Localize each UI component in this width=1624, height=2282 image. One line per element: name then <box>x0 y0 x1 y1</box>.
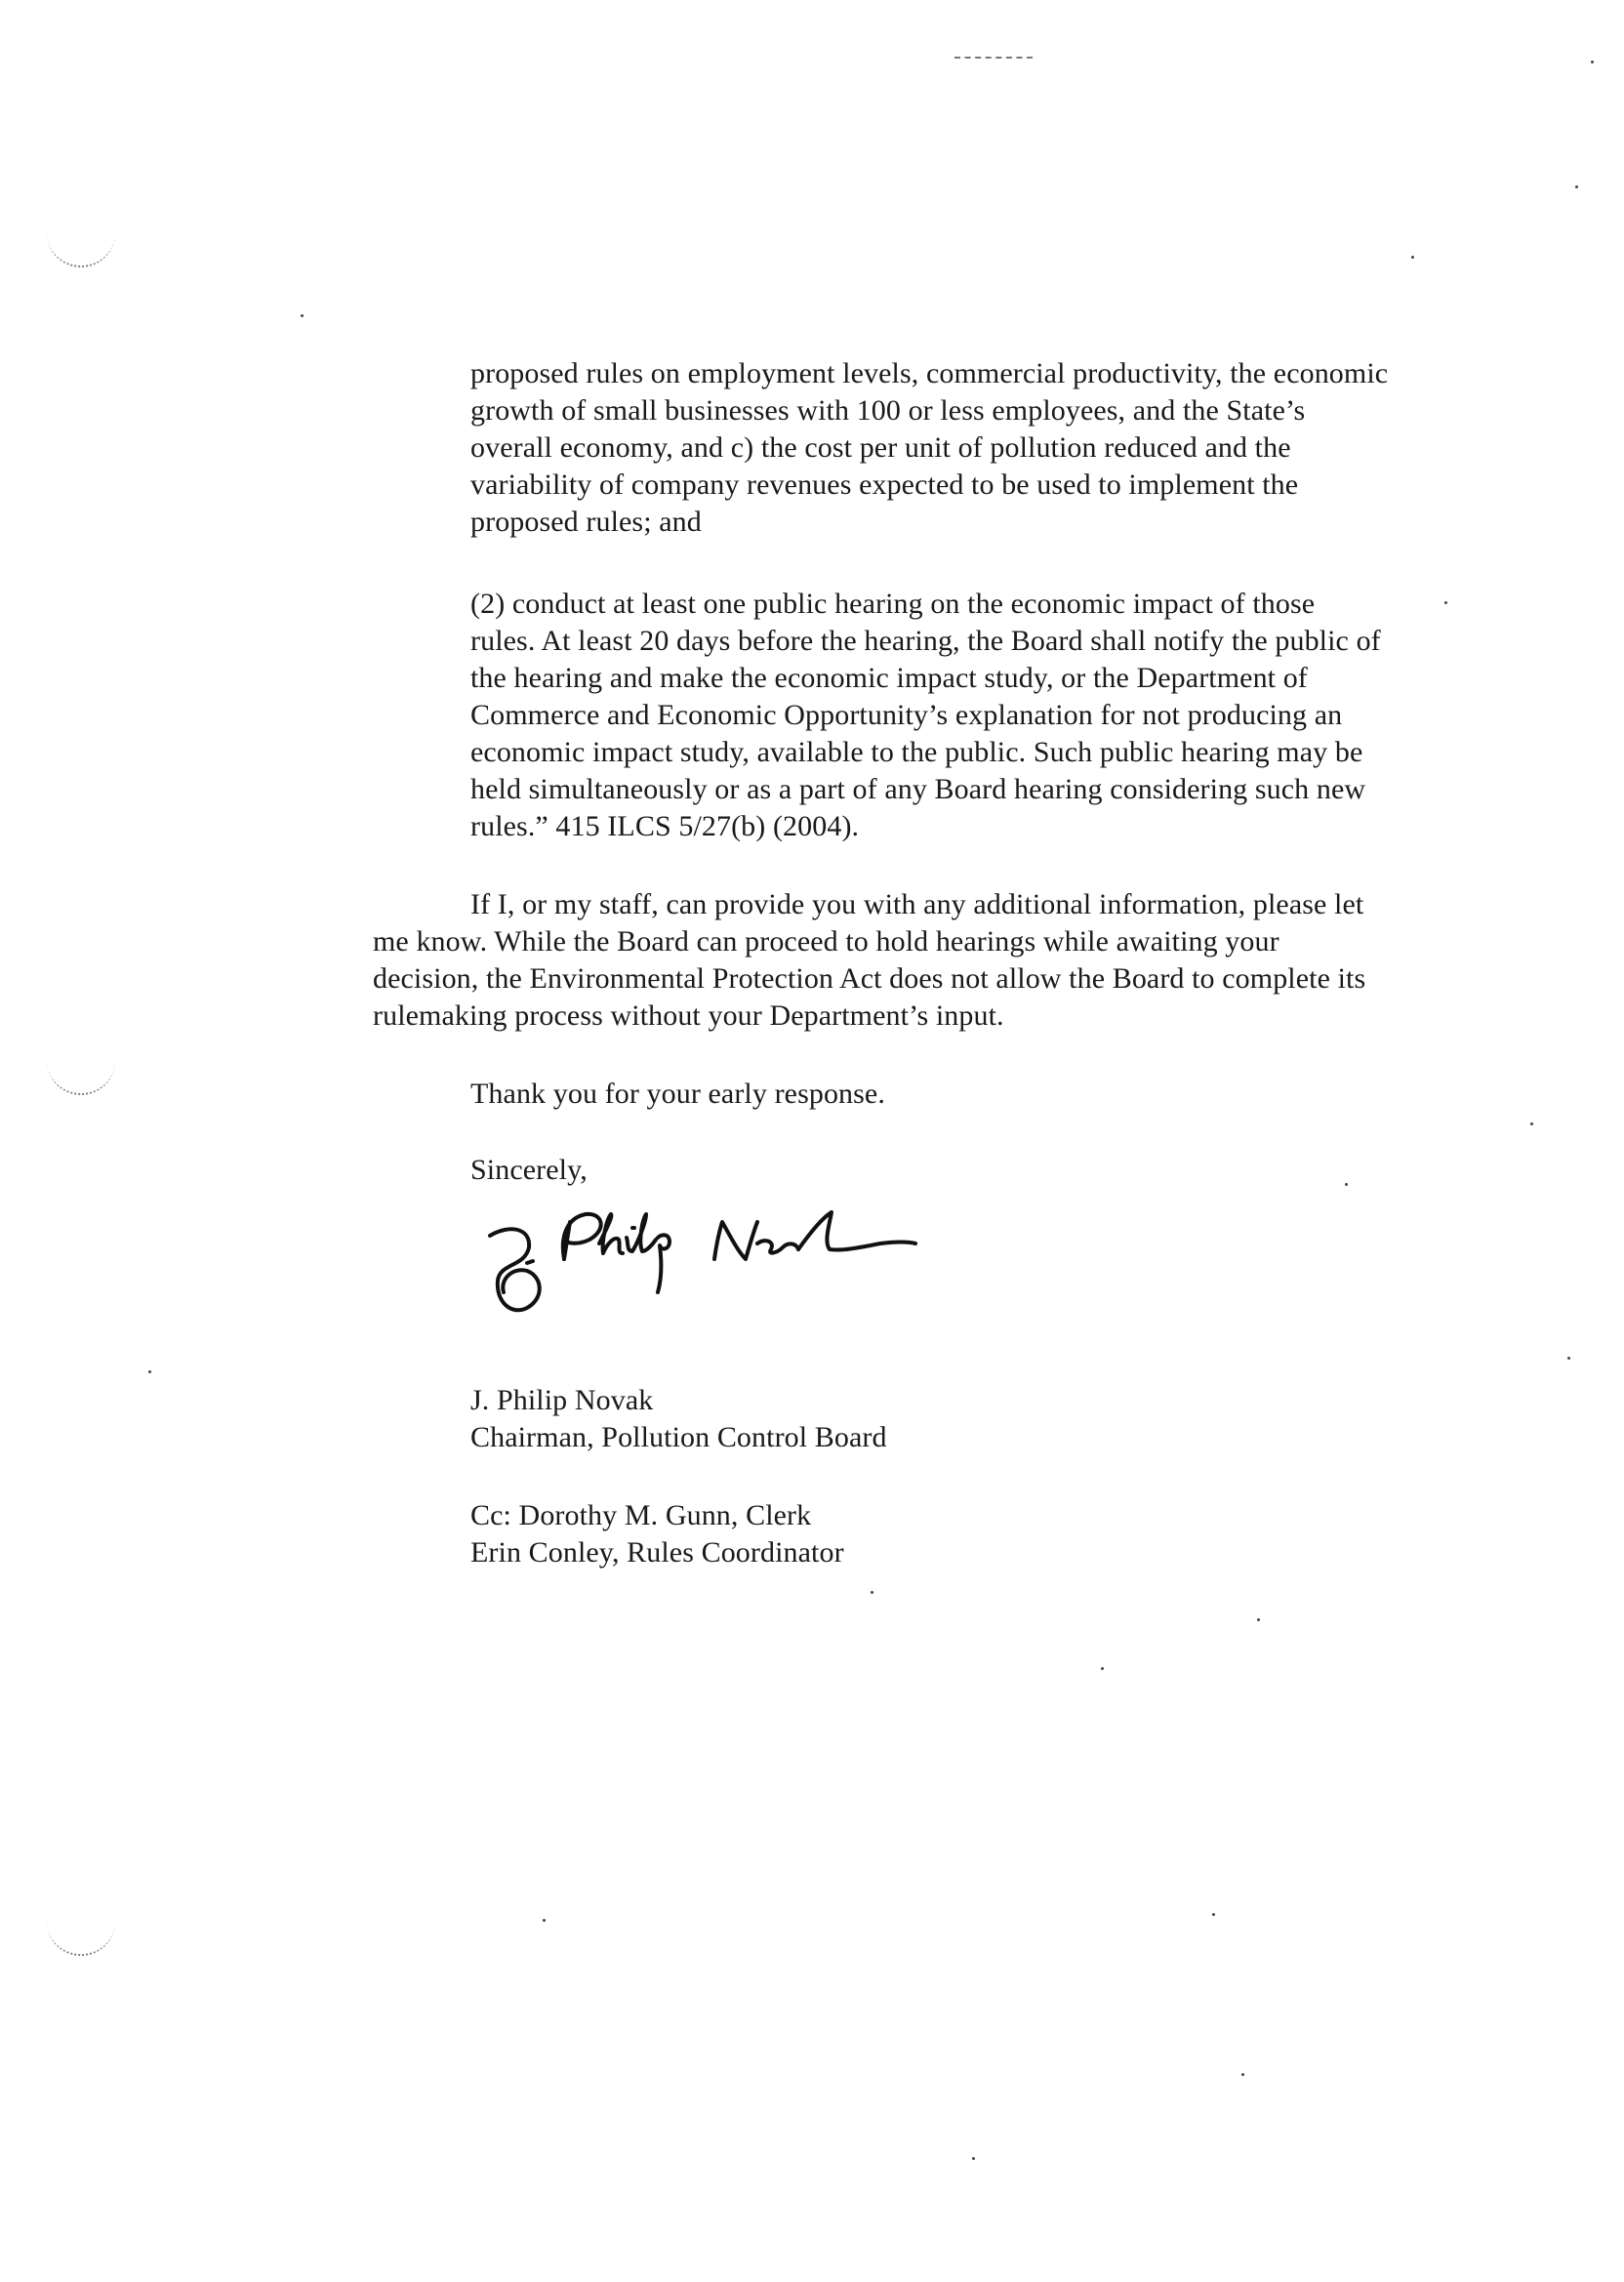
speck <box>1345 1183 1348 1186</box>
closing-salutation: Sincerely, <box>470 1154 588 1186</box>
punch-hole-middle <box>47 1054 115 1095</box>
speck <box>972 2157 975 2160</box>
speck <box>1411 256 1414 259</box>
cc-line: Erin Conley, Rules Coordinator <box>470 1536 844 1569</box>
paragraph-2-line: (2) conduct at least one public hearing on the economic impact of those <box>470 588 1316 620</box>
handwritten-signature <box>470 1199 939 1355</box>
cc-line: Cc: Dorothy M. Gunn, Clerk <box>470 1499 812 1531</box>
speck <box>1101 1667 1104 1670</box>
scan-mark <box>954 57 1033 59</box>
punch-hole-bottom <box>47 1915 115 1956</box>
speck <box>871 1591 873 1594</box>
speck <box>1530 1122 1533 1125</box>
speck <box>1591 61 1594 63</box>
speck <box>1212 1913 1215 1916</box>
paragraph-1-line: growth of small businesses with 100 or less employees, and the State’s <box>470 394 1306 427</box>
speck <box>1241 2073 1244 2076</box>
speck <box>301 314 304 317</box>
paragraph-2-line: rules.” 415 ILCS 5/27(b) (2004). <box>470 810 860 842</box>
punch-hole-top <box>47 226 115 267</box>
speck <box>1444 601 1447 604</box>
signer-name: J. Philip Novak <box>470 1384 654 1416</box>
paragraph-2-line: the hearing and make the economic impact study, or the Department of <box>470 662 1308 694</box>
paragraph-1-line: overall economy, and c) the cost per unit of pollution reduced and the <box>470 431 1291 464</box>
speck <box>1257 1618 1260 1621</box>
paragraph-2-line: held simultaneously or as a part of any Board hearing considering such new <box>470 773 1366 805</box>
paragraph-1-line: proposed rules; and <box>470 506 702 538</box>
paragraph-3-line: If I, or my staff, can provide you with any additional information, please let <box>470 888 1364 920</box>
speck <box>1575 185 1578 188</box>
paragraph-1-line: proposed rules on employment levels, commercial productivity, the economic <box>470 357 1389 389</box>
speck <box>148 1370 151 1373</box>
speck <box>543 1919 546 1922</box>
paragraph-2-line: rules. At least 20 days before the hearing, the Board shall notify the public of <box>470 625 1381 657</box>
paragraph-3-line: rulemaking process without your Department’s input. <box>373 999 1004 1032</box>
paragraph-3-line: me know. While the Board can proceed to hold hearings while awaiting your <box>373 925 1279 958</box>
speck <box>1567 1357 1570 1360</box>
paragraph-2-line: economic impact study, available to the public. Such public hearing may be <box>470 736 1363 768</box>
paragraph-1-line: variability of company revenues expected to be used to implement the <box>470 469 1299 501</box>
paragraph-2-line: Commerce and Economic Opportunity’s explanation for not producing an <box>470 699 1343 731</box>
paragraph-3-line: decision, the Environmental Protection Act does not allow the Board to complete its <box>373 962 1366 995</box>
signer-title: Chairman, Pollution Control Board <box>470 1421 887 1453</box>
thanks-line: Thank you for your early response. <box>470 1078 885 1110</box>
